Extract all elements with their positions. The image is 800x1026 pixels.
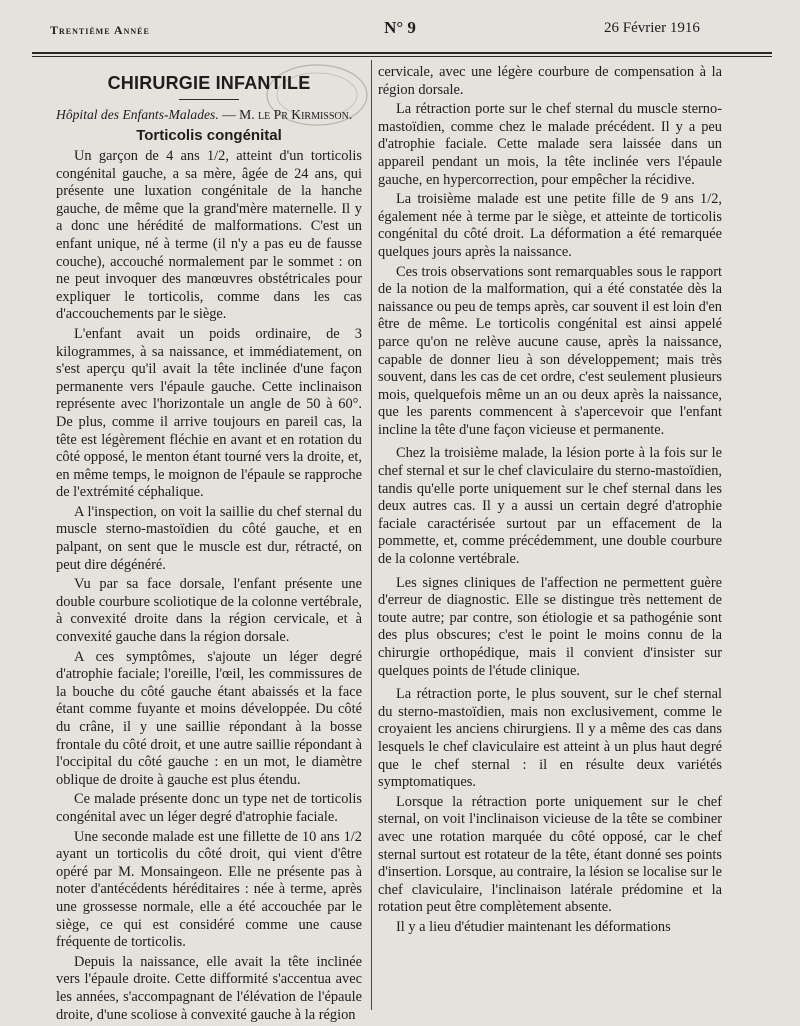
running-head-year: Trentième Année xyxy=(50,23,150,37)
paragraph: Ces trois observations sont remarquables sous le rapport de la notion de la malformation, qui a été constatée dès la naissance ou peu de temps après, car souvent il est loin d'en être de même. Le torticolis congénital est ainsi appelé parce qu'on ne relève aucune cause, après la naissance, capable de donner lieu à son développement; mais très souvent, dans les cas de cet ordre, c'est seulement plusieurs mois, quelquefois même un an ou deux après la naissance, que les parents commencent à s'apercevoir que l'enfant incline la tête d'une façon vicieuse et permanente. xyxy=(378,263,722,438)
paragraph: La rétraction porte sur le chef sternal du muscle sterno-mastoïdien, comme chez le malade précédent. Il y a peu d'atrophie faciale. Cette malade sera laissée dans un appareil pendant un mois, la tête inclinée vers l'épaule gauche, en hypercorrection, pour empêcher la récidive. xyxy=(378,101,722,188)
paragraph: Vu par sa face dorsale, l'enfant présente une double courbure scoliotique de la colonne vertébrale, à convexité droite dans la région cervicale, et à convexité gauche dans la région dorsale. xyxy=(56,576,362,646)
byline xyxy=(56,106,362,124)
paragraph: La rétraction porte, le plus souvent, sur le chef sternal du sterno-mastoïdien, mais non exclusivement, comme le croyaient les anciens chirurgiens. Il y a même des cas dans lesquels le chef claviculaire est atteint à un plus haut degré que le chef sternal : il en résulte deux variétés symptomatiques. xyxy=(378,686,722,791)
paragraph: Une seconde malade est une fillette de 10 ans 1/2 ayant un torticolis du côté droit, qui vient d'être opéré par M. Monsaingeon. Elle ne présente pas à noter d'antécédents héréditaires : née à terme, après une grossesse normale, elle a été accouchée par le siège, ce qui est considéré comme une cause fréquente de torticolis. xyxy=(56,828,362,951)
paragraph: A ces symptômes, s'ajoute un léger degré d'atrophie faciale; l'oreille, l'œil, les commissures de la bouche du côté gauche étant abaissés et la face étant comme fuyante et moins développée. Du côté du crâne, il y une saillie répondant à la bosse frontale du côté droit, et une autre saillie répondant à l'occipital du côté gauche : en un mot, le diamètre oblique de droite à gauche est plus étendu. xyxy=(56,648,362,788)
paragraph: Un garçon de 4 ans 1/2, atteint d'un torticolis congénital gauche, a sa mère, âgée de 24 ans, qui présente une luxation congénitale de la hanche gauche, de même que la grand'mère maternelle. Il y a donc une hérédité de malformations. C'est un enfant unique, né à terme (il n'y a pas eu de fausse couche), accouché normalement par le sommet : on ne peut invoquer des manœuvres obstétricales pour expliquer le torticolis, comme dans les cas d'accouchements par le siège. xyxy=(56,148,362,323)
header-rule xyxy=(32,52,772,54)
paragraph-continuation: cervicale, avec une légère courbure de compensation à la région dorsale. xyxy=(378,64,722,98)
issue-date: 26 Février 1916 xyxy=(604,20,700,36)
paragraph: L'enfant avait un poids ordinaire, de 3 kilogrammes, à sa naissance, et immédiatement, on s'est aperçu qu'il avait la tête inclinée d'une façon permanente vers l'épaule gauche. Cette inclinaison représente avec l'horizontale un angle de 50 à 60°. De plus, comme il arrive toujours en pareil cas, la tête est légèrement fléchie en avant et en rotation du côté opposé, le menton étant tourné vers la droite, et, en même temps, le moignon de l'épaule se rapproche de l'extrémité céphalique. xyxy=(56,325,362,501)
right-column xyxy=(378,64,722,939)
paragraph: Lorsque la rétraction porte uniquement sur le chef sternal, on voit l'inclinaison vicieuse de la tête se combiner avec une rotation marquée du côté opposé, car le chef sternal surtout est rotateur de la tête, étant donné ses points d'insertion. Lorsque, au contraire, la lésion se localise sur le chef claviculaire, l'inclinaison latérale prédomine et la rotation peut être complètement absente. xyxy=(378,793,722,916)
running-header xyxy=(0,16,800,46)
left-column xyxy=(56,64,362,1026)
paragraph: La troisième malade est une petite fille de 9 ans 1/2, également née à terme par le siège, et atteinte de torticolis congénital du côté droit. La déformation a été remarquée quelques jours après la naissance. xyxy=(378,191,722,260)
header-rule-thin xyxy=(32,56,772,57)
paragraph: Ce malade présente donc un type net de torticolis congénital avec un léger degré d'atrophie faciale. xyxy=(56,791,362,825)
paragraph: Depuis la naissance, elle avait la tête inclinée vers l'épaule droite. Cette difformité s'accentua avec les années, s'accompagnant de l'élévation de l'épaule droite, d'une scoliose à convexité gauche à la région xyxy=(56,953,362,1023)
byline-author: — M. le Pr Kirmisson. xyxy=(222,107,353,122)
section-title-rule xyxy=(179,99,239,100)
issue-number: N° 9 xyxy=(384,18,416,37)
paragraph: Chez la troisième malade, la lésion porte à la fois sur le chef sternal et sur le chef claviculaire du sterno-mastoïdien, tandis qu'elle porte uniquement sur le chef sternal dans les deux autres cas. Il y a aussi un certain degré d'atrophie faciale caractérisée surtout par un effacement de la pommette, et, comme précédemment, une double courbure de la colonne vertébrale. xyxy=(378,445,722,568)
paragraph: Il y a lieu d'étudier maintenant les déformations xyxy=(396,918,671,935)
article-title: Torticolis congénital xyxy=(136,127,282,144)
paragraph: A l'inspection, on voit la saillie du chef sternal du muscle sterno-mastoïdien du côté gauche, et en palpant, on sent que le muscle est dur, rétracté, on peut dire dégénéré. xyxy=(56,503,362,573)
section-title: CHIRURGIE INFANTILE xyxy=(107,73,311,93)
byline-hospital: Hôpital des Enfants-Malades. xyxy=(56,107,219,122)
paragraph: Les signes cliniques de l'affection ne permettent guère d'erreur de diagnostic. Elle se distingue très nettement de toute autre; par contre, son étiologie et sa pathogénie sont des plus obscures; c'est le point le moins connu de la chirurgie orthopédique, mais il convient d'insister sur quelques points de l'étude clinique. xyxy=(378,574,722,679)
column-divider xyxy=(371,60,372,1010)
